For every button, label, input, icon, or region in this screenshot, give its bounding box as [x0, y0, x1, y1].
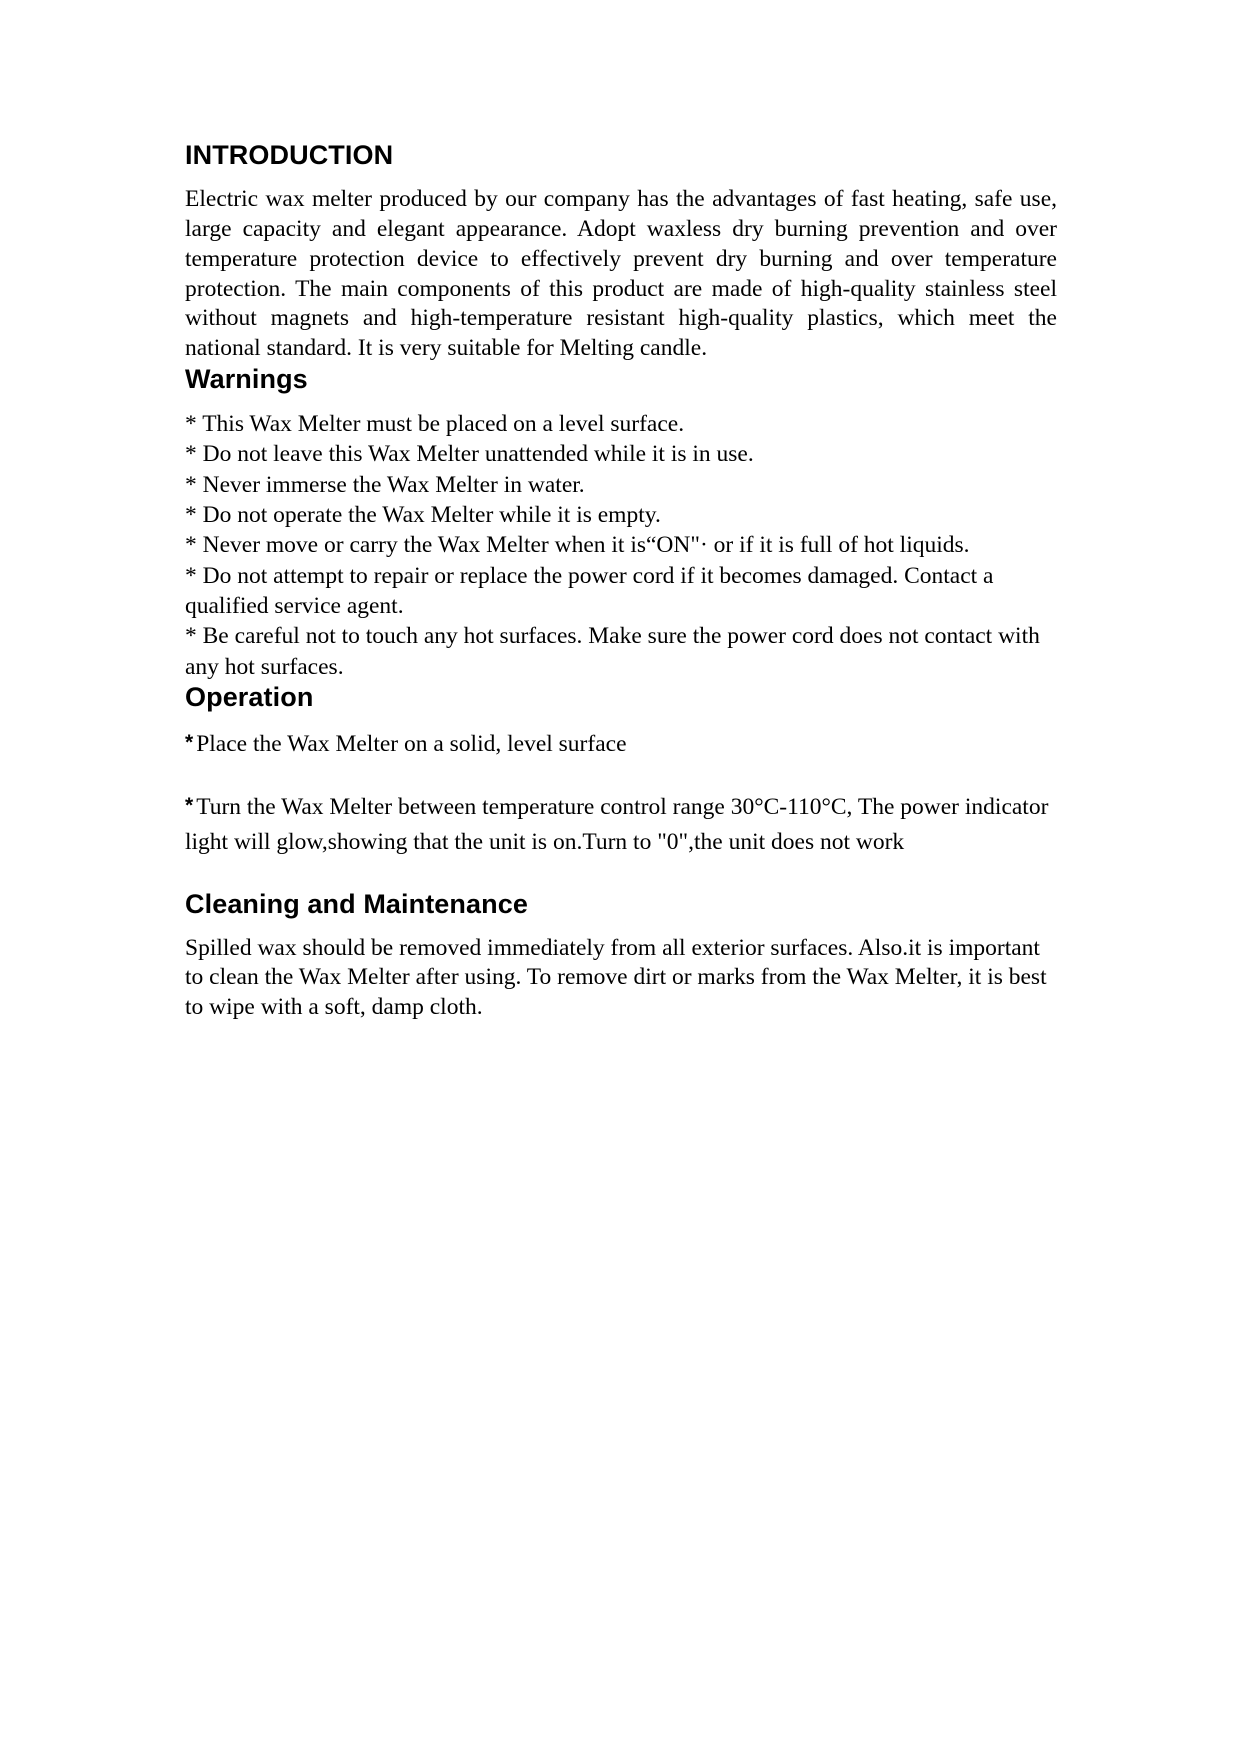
list-item: * Never move or carry the Wax Melter when it is“ON"· or if it is full of hot liquids. — [185, 532, 970, 559]
list-item: * This Wax Melter must be placed on a level surface. — [185, 411, 685, 438]
section-introduction — [185, 140, 1057, 364]
section-warnings — [185, 364, 1057, 682]
list-item: * Never immerse the Wax Melter in water. — [185, 471, 585, 498]
paragraph-cleaning-and-maintenance: Spilled wax should be removed immediately from all exterior surfaces. Also.it is important to clean the Wax Melter after using. To remove dirt or marks from the Wax Melter, it is best to wipe with a soft, damp cloth. — [185, 934, 1047, 1021]
document-body — [185, 140, 1057, 1023]
section-cleaning-and-maintenance — [185, 889, 1057, 1024]
operation-step-text: Turn the Wax Melter between temperature control range 30°C-110°C, The power indicator light will glow,showing that the unit is on.Turn to "0",the unit does not work — [185, 794, 1049, 856]
heading-warnings: Warnings — [185, 364, 308, 395]
operation-step-text: Place the Wax Melter on a solid, level surface — [196, 730, 627, 757]
list-item: * Do not attempt to repair or replace the power cord if it becomes damaged. Contact a qualified service agent. — [185, 562, 994, 619]
heading-cleaning-and-maintenance: Cleaning and Maintenance — [185, 888, 528, 919]
bullet-asterisk-icon: * — [185, 730, 194, 754]
list-item: * Do not operate the Wax Melter while it is empty. — [185, 502, 661, 528]
operation-step — [185, 727, 1057, 762]
warnings-list — [185, 409, 1057, 682]
list-item: * Be careful not to touch any hot surfaces. Make sure the power cord does not contact with any hot surfaces. — [185, 623, 1040, 680]
paragraph-introduction: Electric wax melter produced by our company has the advantages of fast heating, safe use, large capacity and elegant appearance. Adopt waxless dry burning prevention and over temperature protection device to effectively prevent dry burning and over temperature protection. The main components of this product are made of high-quality stainless steel without magnets and high-temperature resistant high-quality plastics, which meet the national standard. It is very suitable for Melting candle. — [185, 186, 1057, 362]
bullet-asterisk-icon: * — [185, 794, 194, 818]
heading-operation: Operation — [185, 681, 314, 712]
list-item: * Do not leave this Wax Melter unattended while it is in use. — [185, 441, 754, 468]
heading-introduction: INTRODUCTION — [185, 140, 394, 170]
section-operation — [185, 682, 1057, 861]
operation-step — [185, 790, 1057, 861]
